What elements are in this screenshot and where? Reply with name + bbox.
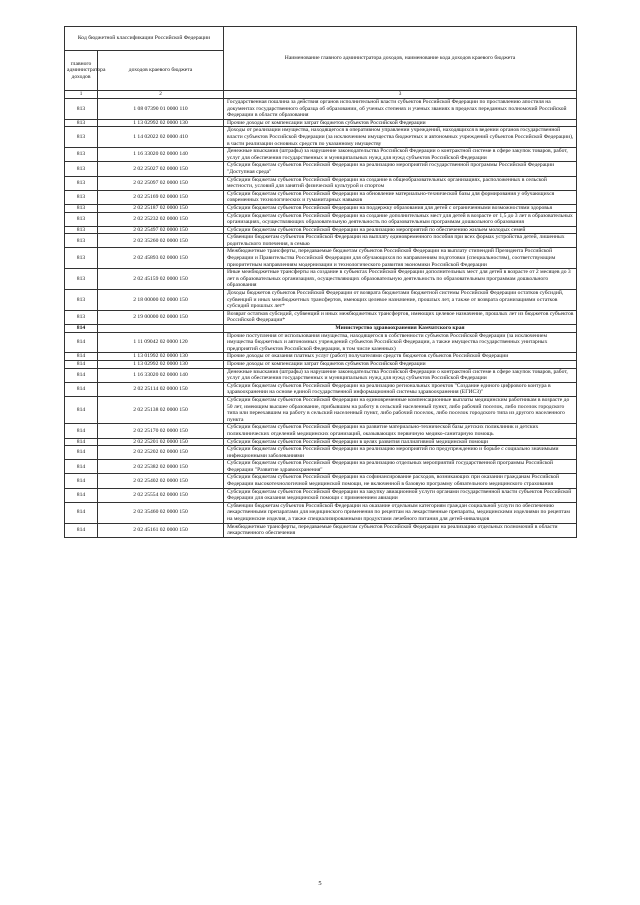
admin-code-cell: 813 (65, 119, 98, 127)
table-row (65, 269, 577, 290)
income-name-cell: Денежные взыскания (штрафы) за нарушение законодательства Российской Федерации о контрактной системе в сфере закупок товаров, работ, услуг для обеспечения государственных и муниципальных нужд для нужд субъектов Российской Федерации (224, 368, 577, 382)
document-sheet (64, 26, 576, 538)
table-row (65, 353, 577, 361)
table-row (65, 446, 577, 460)
income-name-cell: Субсидии бюджетам субъектов Российской Федерации на реализацию отдельных мероприятий государственной программы Российской Федерации "Развитие здравоохранения" (224, 460, 577, 474)
budget-codes-table (64, 26, 577, 538)
table-row (65, 290, 577, 311)
table-row (65, 474, 577, 488)
income-code-cell: 1 11 09042 02 0000 120 (98, 332, 224, 353)
column-index: 2 (98, 91, 224, 99)
admin-code-cell: 813 (65, 99, 98, 120)
income-code-cell: 2 02 25169 02 0000 150 (98, 190, 224, 204)
name-column-header: Наименование главного администратора доходов, наименование кода доходов краевого бюджета (224, 27, 577, 91)
income-name-cell: Межбюджетные трансферты, передаваемые бюджетам субъектов Российской Федерации на реализацию отдельных полномочий в области лекарственного обеспечения (224, 523, 577, 537)
income-name-cell: Субсидии бюджетам субъектов Российской Федерации на создание в общеобразовательных организациях, расположенных в сельской местности, условий для занятий физической культурой и спортом (224, 176, 577, 190)
group-header: Код бюджетной классификации Российской Федерации (65, 27, 224, 51)
income-name-cell: Возврат остатков субсидий, субвенций и иных межбюджетных трансфертов, имеющих целевое назначение, прошлых лет из бюджетов субъектов Российской Федерации* (224, 310, 577, 324)
admin-code-cell: 813 (65, 176, 98, 190)
income-code-cell: 2 02 35460 02 0000 150 (98, 502, 224, 523)
income-code-cell: 1 13 01992 02 0000 130 (98, 353, 224, 361)
income-code-cell: 2 02 25232 02 0000 150 (98, 212, 224, 226)
admin-code-cell: 814 (65, 368, 98, 382)
income-name-cell: Субсидии бюджетам субъектов Российской Федерации в целях развития паллиативной медицинской помощи (224, 438, 577, 446)
admin-code-cell: 814 (65, 396, 98, 423)
income-code-cell: 1 13 02992 02 0000 130 (98, 119, 224, 127)
income-name-cell: Субсидии бюджетам субъектов Российской Федерации на закупку авиационной услуги органами государственной власти субъектов Российской Федерации для оказания медицинской помощи с применением авиации (224, 488, 577, 502)
income-code-cell: 2 02 25170 02 0000 150 (98, 424, 224, 438)
income-name-cell: Субсидии бюджетам субъектов Российской Федерации на реализацию региональных проектов "Создание единого цифрового контура в здравоохранении на основе единой государственной информационной системы здравоохранения (ЕГИСЗ)" (224, 382, 577, 396)
ministry-name-cell: Министерство здравоохранения Камчатского края (224, 325, 577, 333)
admin-code-cell: 813 (65, 226, 98, 234)
income-code-cell: 2 02 25554 02 0000 150 (98, 488, 224, 502)
table-row (65, 488, 577, 502)
income-code-cell: 2 02 25201 02 0000 150 (98, 438, 224, 446)
table-row (65, 332, 577, 353)
income-code-cell: 1 13 02992 02 0000 130 (98, 360, 224, 368)
income-code-cell: 2 02 45161 02 0000 150 (98, 523, 224, 537)
income-name-cell: Межбюджетные трансферты, передаваемые бюджетам субъектов Российской Федерации на выплату стипендий Президента Российской Федерации и Правительства Российской Федерации для обучающихся по направлениям подготовки (специальностям), соответствующим приоритетным направлениям модернизации и технологического развития экономики Российской Федерации (224, 248, 577, 269)
income-name-cell: Субсидии бюджетам субъектов Российской Федерации на создание дополнительных мест для детей в возрасте от 1,5 до 3 лет в образовательных организациях, осуществляющих образовательную деятельность по образовательным программам дошкольного образования (224, 212, 577, 226)
table-row (65, 360, 577, 368)
income-code-cell: 2 02 25382 02 0000 150 (98, 460, 224, 474)
admin-code-cell: 813 (65, 148, 98, 162)
admin-code-cell: 814 (65, 474, 98, 488)
income-code-cell: 2 02 45893 02 0000 150 (98, 248, 224, 269)
income-name-cell: Прочие доходы от оказания платных услуг (работ) получателями средств бюджетов субъектов Российской Федерации (224, 353, 577, 361)
admin-code-cell: 813 (65, 234, 98, 248)
admin-code-cell: 813 (65, 290, 98, 311)
table-header (65, 27, 577, 99)
table-row (65, 438, 577, 446)
admin-code-cell: 814 (65, 460, 98, 474)
page-number: 5 (318, 880, 322, 887)
table-row (65, 382, 577, 396)
column-index: 3 (224, 91, 577, 99)
admin-code-cell: 814 (65, 424, 98, 438)
admin-code-cell: 813 (65, 127, 98, 148)
admin-code-cell: 814 (65, 382, 98, 396)
income-name-cell: Субсидии бюджетам субъектов Российской Федерации на единовременные компенсационные выплаты медицинским работникам в возрасте до 50 лет, имеющим высшее образование, прибывшим на работу в сельский населенный пункт, либо рабочий поселок, либо поселок городского типа или переехавшим на работу в сельский населенный пункт, либо рабочий поселок, либо поселок городского типа из другого населенного пункта (224, 396, 577, 423)
income-code-cell: 2 02 25027 02 0000 150 (98, 162, 224, 176)
table-row (65, 176, 577, 190)
admin-code-cell: 813 (65, 204, 98, 212)
income-name-cell: Доходы бюджетов субъектов Российской Федерации от возврата бюджетами бюджетной системы Российской Федерации остатков субсидий, субвенций и иных межбюджетных трансфертов, имеющих целевое назначение, прошлых лет, а также от возврата организациями остатков субсидий прошлых лет* (224, 290, 577, 311)
income-name-cell: Субвенции бюджетам субъектов Российской Федерации на выплату единовременного пособия при всех формах устройства детей, лишенных родительского попечения, в семью (224, 234, 577, 248)
income-code-cell: 2 02 25187 02 0000 150 (98, 204, 224, 212)
income-name-cell: Прочие поступления от использования имущества, находящегося в собственности субъектов Российской Федерации (за исключением имущества бюджетных и автономных учреждений субъектов Российской Федерации, а также имущества государственных унитарных предприятий субъектов Российской Федерации, в том числе казенных) (224, 332, 577, 353)
income-code-cell: 1 16 33020 02 0000 140 (98, 368, 224, 382)
income-code-cell: 1 16 33020 02 0000 140 (98, 148, 224, 162)
table-row (65, 248, 577, 269)
income-code-cell: 2 18 00000 02 0000 150 (98, 290, 224, 311)
table-row (65, 396, 577, 423)
column-index-row (65, 91, 577, 99)
income-name-cell: Денежные взыскания (штрафы) за нарушение законодательства Российской Федерации о контрактной системе в сфере закупок товаров, работ, услуг для обеспечения государственных и муниципальных нужд для нужд субъектов Российской Федерации (224, 148, 577, 162)
income-name-cell: Государственная пошлина за действия органов исполнительной власти субъектов Российской Федерации по проставлению апостиля на документах государственного образца об образовании, об ученых степенях и ученых званиях в пределах переданных полномочий Российской Федерации в области образования (224, 99, 577, 120)
table-row (65, 460, 577, 474)
income-code-cell: 2 19 00000 02 0000 150 (98, 310, 224, 324)
admin-code-cell: 813 (65, 190, 98, 204)
income-name-cell: Субсидии бюджетам субъектов Российской Федерации на реализацию мероприятий по обеспечению жильем молодых семей (224, 226, 577, 234)
income-name-cell: Прочие доходы от компенсации затрат бюджетов субъектов Российской Федерации (224, 360, 577, 368)
income-code-cell: 1 14 02022 02 0000 410 (98, 127, 224, 148)
table-row (65, 424, 577, 438)
ministry-row (65, 325, 577, 333)
admin-column-header: главного администратора доходов (65, 51, 98, 91)
table-row (65, 204, 577, 212)
table-row (65, 190, 577, 204)
table-row (65, 523, 577, 537)
admin-code-cell: 813 (65, 162, 98, 176)
admin-code-cell: 813 (65, 248, 98, 269)
income-name-cell: Субсидии бюджетам субъектов Российской Федерации на реализацию мероприятий по предупреждению и борьбе с социально значимыми инфекционными заболеваниями (224, 446, 577, 460)
admin-code-cell: 814 (65, 332, 98, 353)
income-code-cell: 2 02 25402 02 0000 150 (98, 474, 224, 488)
income-code-cell: 2 02 25114 02 0000 150 (98, 382, 224, 396)
income-code-cell: 1 08 07390 01 0000 110 (98, 99, 224, 120)
table-row (65, 212, 577, 226)
admin-code-cell: 814 (65, 353, 98, 361)
income-name-cell: Субсидии бюджетам субъектов Российской Федерации на развитие материально-технической базы детских поликлиник и детских поликлинических отделений медицинских организаций, оказывающих первичную медико-санитарную помощь (224, 424, 577, 438)
admin-code-cell: 813 (65, 310, 98, 324)
income-name-cell: Субвенции бюджетам субъектов Российской Федерации на оказание отдельным категориям граждан социальной услуги по обеспечению лекарственными препаратами для медицинского применения по рецептам на лекарственные препараты, медицинскими изделиями по рецептам на медицинские изделия, а также специализированными продуктами лечебного питания для детей-инвалидов (224, 502, 577, 523)
table-row (65, 234, 577, 248)
table-row (65, 119, 577, 127)
admin-code-cell: 814 (65, 488, 98, 502)
table-row (65, 502, 577, 523)
table-row (65, 99, 577, 120)
income-code-cell: 2 02 45159 02 0000 150 (98, 269, 224, 290)
table-row (65, 368, 577, 382)
table-row (65, 310, 577, 324)
income-code-cell: 2 02 25202 02 0000 150 (98, 446, 224, 460)
income-code-cell: 2 02 25097 02 0000 150 (98, 176, 224, 190)
admin-code-cell: 814 (65, 446, 98, 460)
income-name-cell: Субсидии бюджетам субъектов Российской Федерации на софинансирование расходов, возникающих при оказании гражданам Российской Федерации высокотехнологичной медицинской помощи, не включенной в базовую программу обязательного медицинского страхования (224, 474, 577, 488)
income-name-cell: Субсидии бюджетам субъектов Российской Федерации на поддержку образования для детей с ограниченными возможностями здоровья (224, 204, 577, 212)
admin-code-cell: 814 (65, 325, 98, 333)
income-code-cell (98, 325, 224, 333)
income-name-cell: Субсидии бюджетам субъектов Российской Федерации на реализацию мероприятий государственной программы Российской Федерации "Доступная среда" (224, 162, 577, 176)
income-name-cell: Прочие доходы от компенсации затрат бюджетов субъектов Российской Федерации (224, 119, 577, 127)
income-name-cell: Доходы от реализации имущества, находящегося в оперативном управлении учреждений, находящихся в ведении органов государственной власти субъектов Российской Федерации (за исключением имущества бюджетных и автономных учреждений субъектов Российской Федерации), в части реализации основных средств по указанному имуществу (224, 127, 577, 148)
income-code-cell: 2 02 25138 02 0000 150 (98, 396, 224, 423)
table-body (65, 99, 577, 538)
table-row (65, 226, 577, 234)
income-column-header: доходов краевого бюджета (98, 51, 224, 91)
table-row (65, 127, 577, 148)
income-code-cell: 2 02 25497 02 0000 150 (98, 226, 224, 234)
admin-code-cell: 814 (65, 502, 98, 523)
income-name-cell: Иные межбюджетные трансферты на создание в субъектах Российской Федерации дополнительных мест для детей в возрасте от 2 месяцев до 3 лет в образовательных организациях, осуществляющих образовательную деятельность по образовательным программам дошкольного образования (224, 269, 577, 290)
table-row (65, 148, 577, 162)
column-index: 1 (65, 91, 98, 99)
admin-code-cell: 814 (65, 438, 98, 446)
admin-code-cell: 813 (65, 212, 98, 226)
income-code-cell: 2 02 35260 02 0000 150 (98, 234, 224, 248)
income-name-cell: Субсидии бюджетам субъектов Российской Федерации на обновление материально-технической базы для формирования у обучающихся современных технологических и гуманитарных навыков (224, 190, 577, 204)
admin-code-cell: 813 (65, 269, 98, 290)
table-row (65, 162, 577, 176)
admin-code-cell: 814 (65, 523, 98, 537)
admin-code-cell: 814 (65, 360, 98, 368)
